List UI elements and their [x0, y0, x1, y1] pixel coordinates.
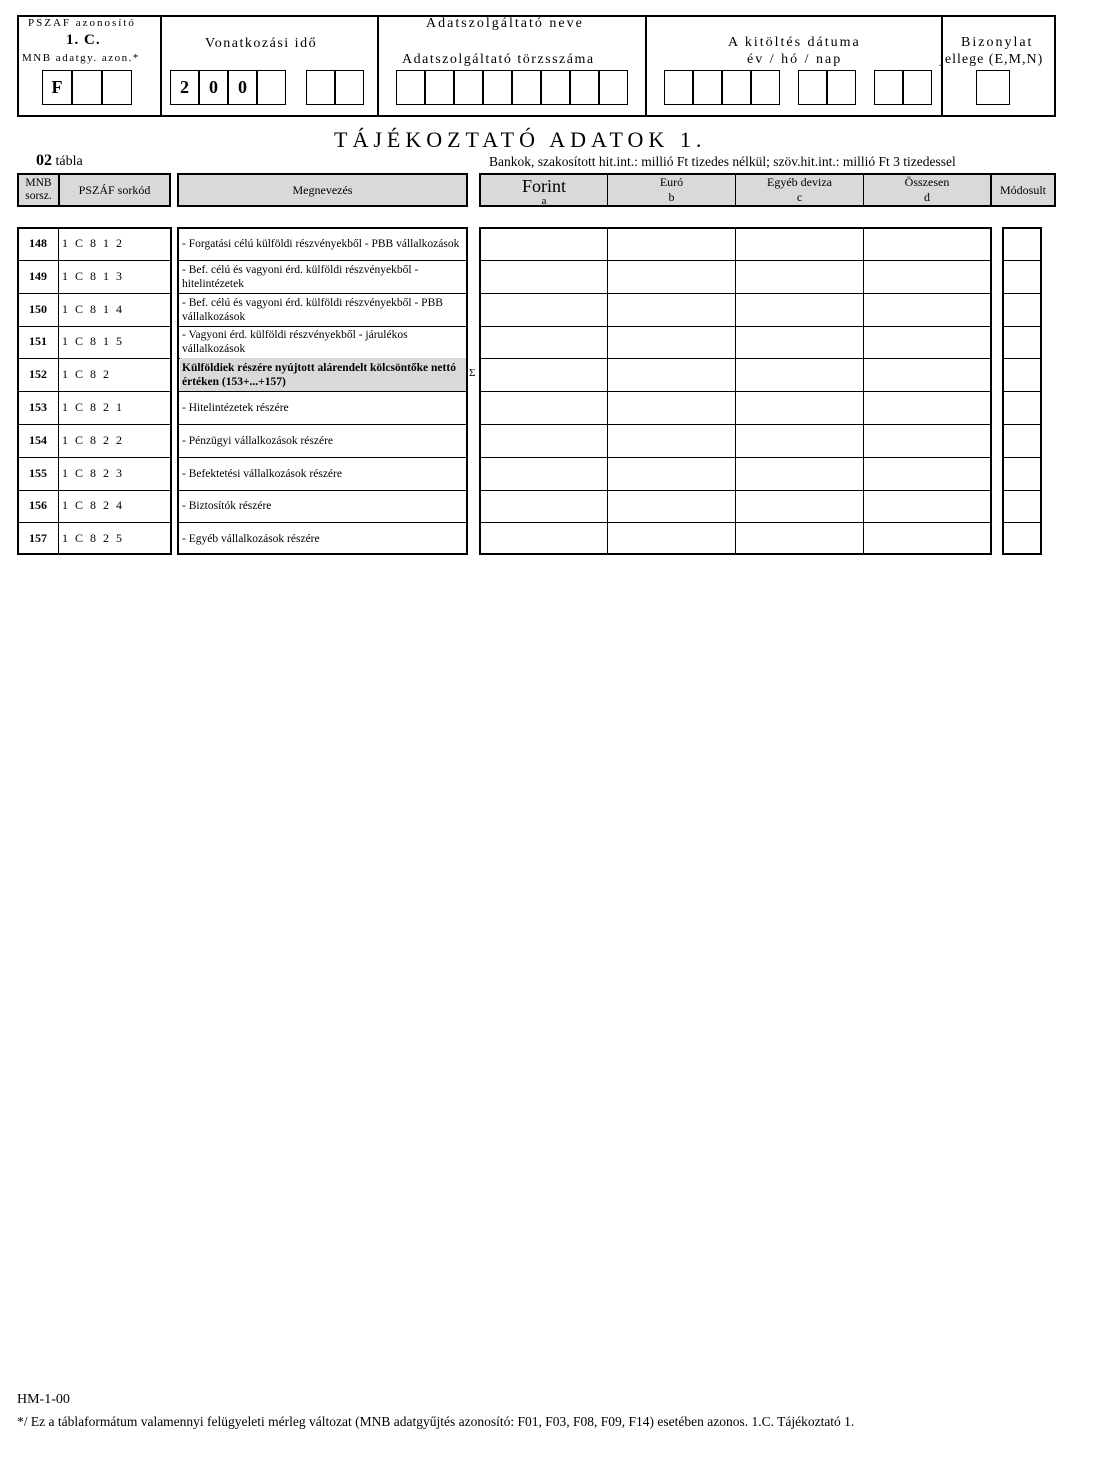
ref-year-box[interactable] — [257, 70, 286, 105]
row-description — [180, 391, 466, 424]
table-row — [0, 391, 1100, 424]
euro-cell[interactable] — [608, 523, 735, 554]
provider-reg-box[interactable] — [483, 70, 512, 105]
total-cell[interactable] — [864, 359, 990, 390]
col-header-total-letter: d — [924, 190, 930, 204]
date-format: év / hó / nap — [747, 52, 843, 67]
col-header-other-letter: c — [796, 190, 803, 204]
table-number — [36, 152, 83, 170]
total-cell[interactable] — [864, 458, 990, 489]
col-header-mnb-2: sorsz. — [25, 190, 52, 202]
provider-reg-box[interactable] — [454, 70, 483, 105]
col-header-euro-label: Euró — [659, 175, 684, 189]
forint-cell[interactable] — [480, 261, 607, 292]
col-header-mnb — [17, 173, 60, 207]
total-cell[interactable] — [864, 523, 990, 554]
header-divider — [377, 15, 379, 117]
ref-month-box[interactable] — [306, 70, 335, 105]
table-row — [0, 227, 1100, 260]
forint-cell[interactable] — [480, 392, 607, 423]
row-code: 1C815 — [62, 334, 130, 348]
pszaf-label: PSZAF azonosító — [28, 17, 136, 29]
form-code: HM-1-00 — [17, 1392, 70, 1407]
row-code: 1C821 — [62, 400, 130, 414]
euro-cell[interactable] — [608, 359, 735, 390]
forint-cell[interactable] — [480, 458, 607, 489]
footer-note: */ Ez a táblaformátum valamennyi felügyeleti mérleg változat (MNB adatgyűjtés azonosító: F01, F03, F08, F09, F14) esetében azonos. 1.C. Tájékoztató 1. — [17, 1414, 855, 1429]
row-description-text: - Egyéb vállalkozások részére — [182, 532, 320, 545]
table-row — [0, 293, 1100, 326]
forint-cell[interactable] — [480, 326, 607, 357]
forint-cell[interactable] — [480, 523, 607, 554]
col-header-other — [736, 175, 863, 205]
modified-cell[interactable] — [1003, 261, 1041, 292]
table-row — [0, 457, 1100, 490]
row-description — [180, 227, 466, 260]
table-row — [0, 325, 1100, 358]
date-day-box[interactable] — [903, 70, 932, 105]
col-header-mnb-1: MNB — [25, 177, 52, 189]
row-description-text: - Pénzügyi vállalkozások részére — [182, 434, 334, 447]
doc-type-box[interactable] — [976, 70, 1010, 105]
pszaf-code: 1. C. — [66, 32, 101, 48]
euro-cell[interactable] — [608, 228, 735, 259]
date-year-box[interactable] — [722, 70, 751, 105]
row-description — [180, 424, 466, 457]
row-number: 151 — [29, 334, 47, 348]
doc-type-label: jellege (E,M,N) — [940, 52, 1044, 67]
row-description — [180, 457, 466, 490]
provider-reg-box[interactable] — [541, 70, 570, 105]
row-number: 152 — [29, 367, 47, 381]
modified-cell[interactable] — [1003, 359, 1041, 390]
date-year-box[interactable] — [693, 70, 722, 105]
row-code: 1C814 — [62, 302, 130, 316]
ref-year-digit: 0 — [209, 77, 218, 97]
col-header-other-label: Egyéb deviza — [767, 175, 832, 189]
table-row — [0, 424, 1100, 457]
total-cell[interactable] — [864, 294, 990, 325]
col-header-forint — [481, 175, 607, 205]
row-description-text: - Biztosítók részére — [182, 499, 272, 512]
ref-year-digit: 0 — [238, 77, 247, 97]
row-code: 1C822 — [62, 433, 130, 447]
row-description — [180, 293, 466, 326]
row-description — [180, 522, 466, 555]
mnb-code-box[interactable] — [102, 70, 132, 105]
other-currency-cell[interactable] — [736, 228, 863, 259]
row-number: 156 — [29, 498, 47, 512]
row-number: 154 — [29, 433, 47, 447]
table-row — [0, 260, 1100, 293]
row-code: 1C82 — [62, 367, 117, 381]
euro-cell[interactable] — [608, 490, 735, 521]
date-day-box[interactable] — [874, 70, 903, 105]
sum-sigma-icon: Σ — [469, 367, 476, 379]
table-row — [0, 358, 1100, 391]
col-header-forint-letter: a — [541, 195, 547, 207]
page-title: TÁJÉKOZTATÓ ADATOK 1. — [334, 127, 707, 152]
row-code: 1C824 — [62, 498, 130, 512]
mnb-code-box[interactable] — [72, 70, 102, 105]
col-header-name: Megnevezés — [177, 173, 468, 207]
modified-cell[interactable] — [1003, 458, 1041, 489]
row-number: 150 — [29, 302, 47, 316]
row-code: 1C813 — [62, 269, 130, 283]
other-currency-cell[interactable] — [736, 359, 863, 390]
header-divider — [645, 15, 647, 117]
table-row — [0, 489, 1100, 522]
date-month-box[interactable] — [798, 70, 827, 105]
modified-cell[interactable] — [1003, 523, 1041, 554]
provider-reg-box[interactable] — [396, 70, 425, 105]
total-cell[interactable] — [864, 490, 990, 521]
other-currency-cell[interactable] — [736, 425, 863, 456]
euro-cell[interactable] — [608, 261, 735, 292]
euro-cell[interactable] — [608, 425, 735, 456]
ref-year-box[interactable] — [199, 70, 228, 105]
col-header-pszaf: PSZÁF sorkód — [58, 173, 171, 207]
ref-year-box[interactable] — [228, 70, 257, 105]
date-month-box[interactable] — [827, 70, 856, 105]
euro-cell[interactable] — [608, 458, 735, 489]
col-header-modified: Módosult — [990, 173, 1056, 207]
total-cell[interactable] — [864, 425, 990, 456]
row-code: 1C812 — [62, 236, 130, 250]
date-year-box[interactable] — [664, 70, 693, 105]
provider-reg-box[interactable] — [599, 70, 628, 105]
other-currency-cell[interactable] — [736, 490, 863, 521]
row-description-text: - Hitelintézetek részére — [182, 401, 289, 414]
col-header-euro — [608, 175, 735, 205]
row-code: 1C823 — [62, 466, 130, 480]
row-description-text: - Bef. célú és vagyoni érd. külföldi részvényekből - hitelintézetek — [182, 263, 419, 290]
forint-cell[interactable] — [480, 228, 607, 259]
table-number-value: 02 — [36, 152, 52, 169]
euro-cell[interactable] — [608, 294, 735, 325]
modified-cell[interactable] — [1003, 228, 1041, 259]
row-number: 157 — [29, 531, 47, 545]
mnb-code-value: F — [51, 77, 63, 97]
mnb-label: MNB adatgy. azon.* — [22, 52, 140, 64]
unit-note: Bankok, szakosított hit.int.: millió Ft tizedes nélkül; szöv.hit.int.: millió Ft 3 tizedessel — [489, 154, 956, 169]
table-row — [0, 522, 1100, 555]
modified-cell[interactable] — [1003, 392, 1041, 423]
table-word: tábla — [55, 154, 83, 169]
ref-time-label: Vonatkozási idő — [205, 36, 318, 51]
row-description-text: Külföldiek részére nyújtott alárendelt kölcsöntőke nettó értéken (153+...+157) — [182, 361, 456, 388]
forint-cell[interactable] — [480, 294, 607, 325]
euro-cell[interactable] — [608, 392, 735, 423]
row-description-text: - Forgatási célú külföldi részvényekből - PBB vállalkozások — [182, 237, 460, 250]
ref-year-box[interactable] — [170, 70, 199, 105]
euro-cell[interactable] — [608, 326, 735, 357]
col-header-total — [864, 175, 990, 205]
total-cell[interactable] — [864, 261, 990, 292]
row-description-text: - Bef. célú és vagyoni érd. külföldi részvényekből - PBB vállalkozások — [182, 296, 443, 323]
doc-type-label: Bizonylat — [961, 35, 1034, 50]
date-label: A kitöltés dátuma — [728, 35, 861, 50]
row-description-text: - Vagyoni érd. külföldi részvényekből - járulékos vállalkozások — [182, 328, 408, 355]
other-currency-cell[interactable] — [736, 523, 863, 554]
date-year-box[interactable] — [751, 70, 780, 105]
other-currency-cell[interactable] — [736, 392, 863, 423]
mnb-code-box[interactable] — [42, 70, 72, 105]
forint-cell[interactable] — [480, 425, 607, 456]
other-currency-cell[interactable] — [736, 261, 863, 292]
other-currency-cell[interactable] — [736, 458, 863, 489]
row-description — [180, 325, 466, 358]
other-currency-cell[interactable] — [736, 294, 863, 325]
provider-reg-box[interactable] — [425, 70, 454, 105]
forint-cell[interactable] — [480, 490, 607, 521]
modified-cell[interactable] — [1003, 425, 1041, 456]
total-cell[interactable] — [864, 326, 990, 357]
total-cell[interactable] — [864, 228, 990, 259]
forint-cell[interactable] — [480, 359, 607, 390]
header-divider — [160, 15, 162, 117]
provider-name-label: Adatszolgáltató neve — [426, 16, 584, 31]
row-description — [180, 358, 466, 391]
col-header-forint-label: Forint — [521, 176, 566, 196]
col-header-euro-letter: b — [668, 190, 675, 204]
row-code: 1C825 — [62, 531, 130, 545]
row-number: 155 — [29, 466, 47, 480]
row-number: 149 — [29, 269, 47, 283]
row-number: 153 — [29, 400, 47, 414]
row-number: 148 — [29, 236, 47, 250]
modified-cell[interactable] — [1003, 490, 1041, 521]
row-description — [180, 489, 466, 522]
modified-cell[interactable] — [1003, 294, 1041, 325]
provider-reg-box[interactable] — [512, 70, 541, 105]
modified-cell[interactable] — [1003, 326, 1041, 357]
ref-year-digit: 2 — [180, 77, 189, 97]
total-cell[interactable] — [864, 392, 990, 423]
provider-reg-box[interactable] — [570, 70, 599, 105]
other-currency-cell[interactable] — [736, 326, 863, 357]
col-header-total-label: Összesen — [904, 175, 950, 189]
row-description-text: - Befektetési vállalkozások részére — [182, 467, 342, 480]
ref-month-box[interactable] — [335, 70, 364, 105]
row-description — [180, 260, 466, 293]
provider-reg-label: Adatszolgáltató törzsszáma — [402, 52, 595, 67]
